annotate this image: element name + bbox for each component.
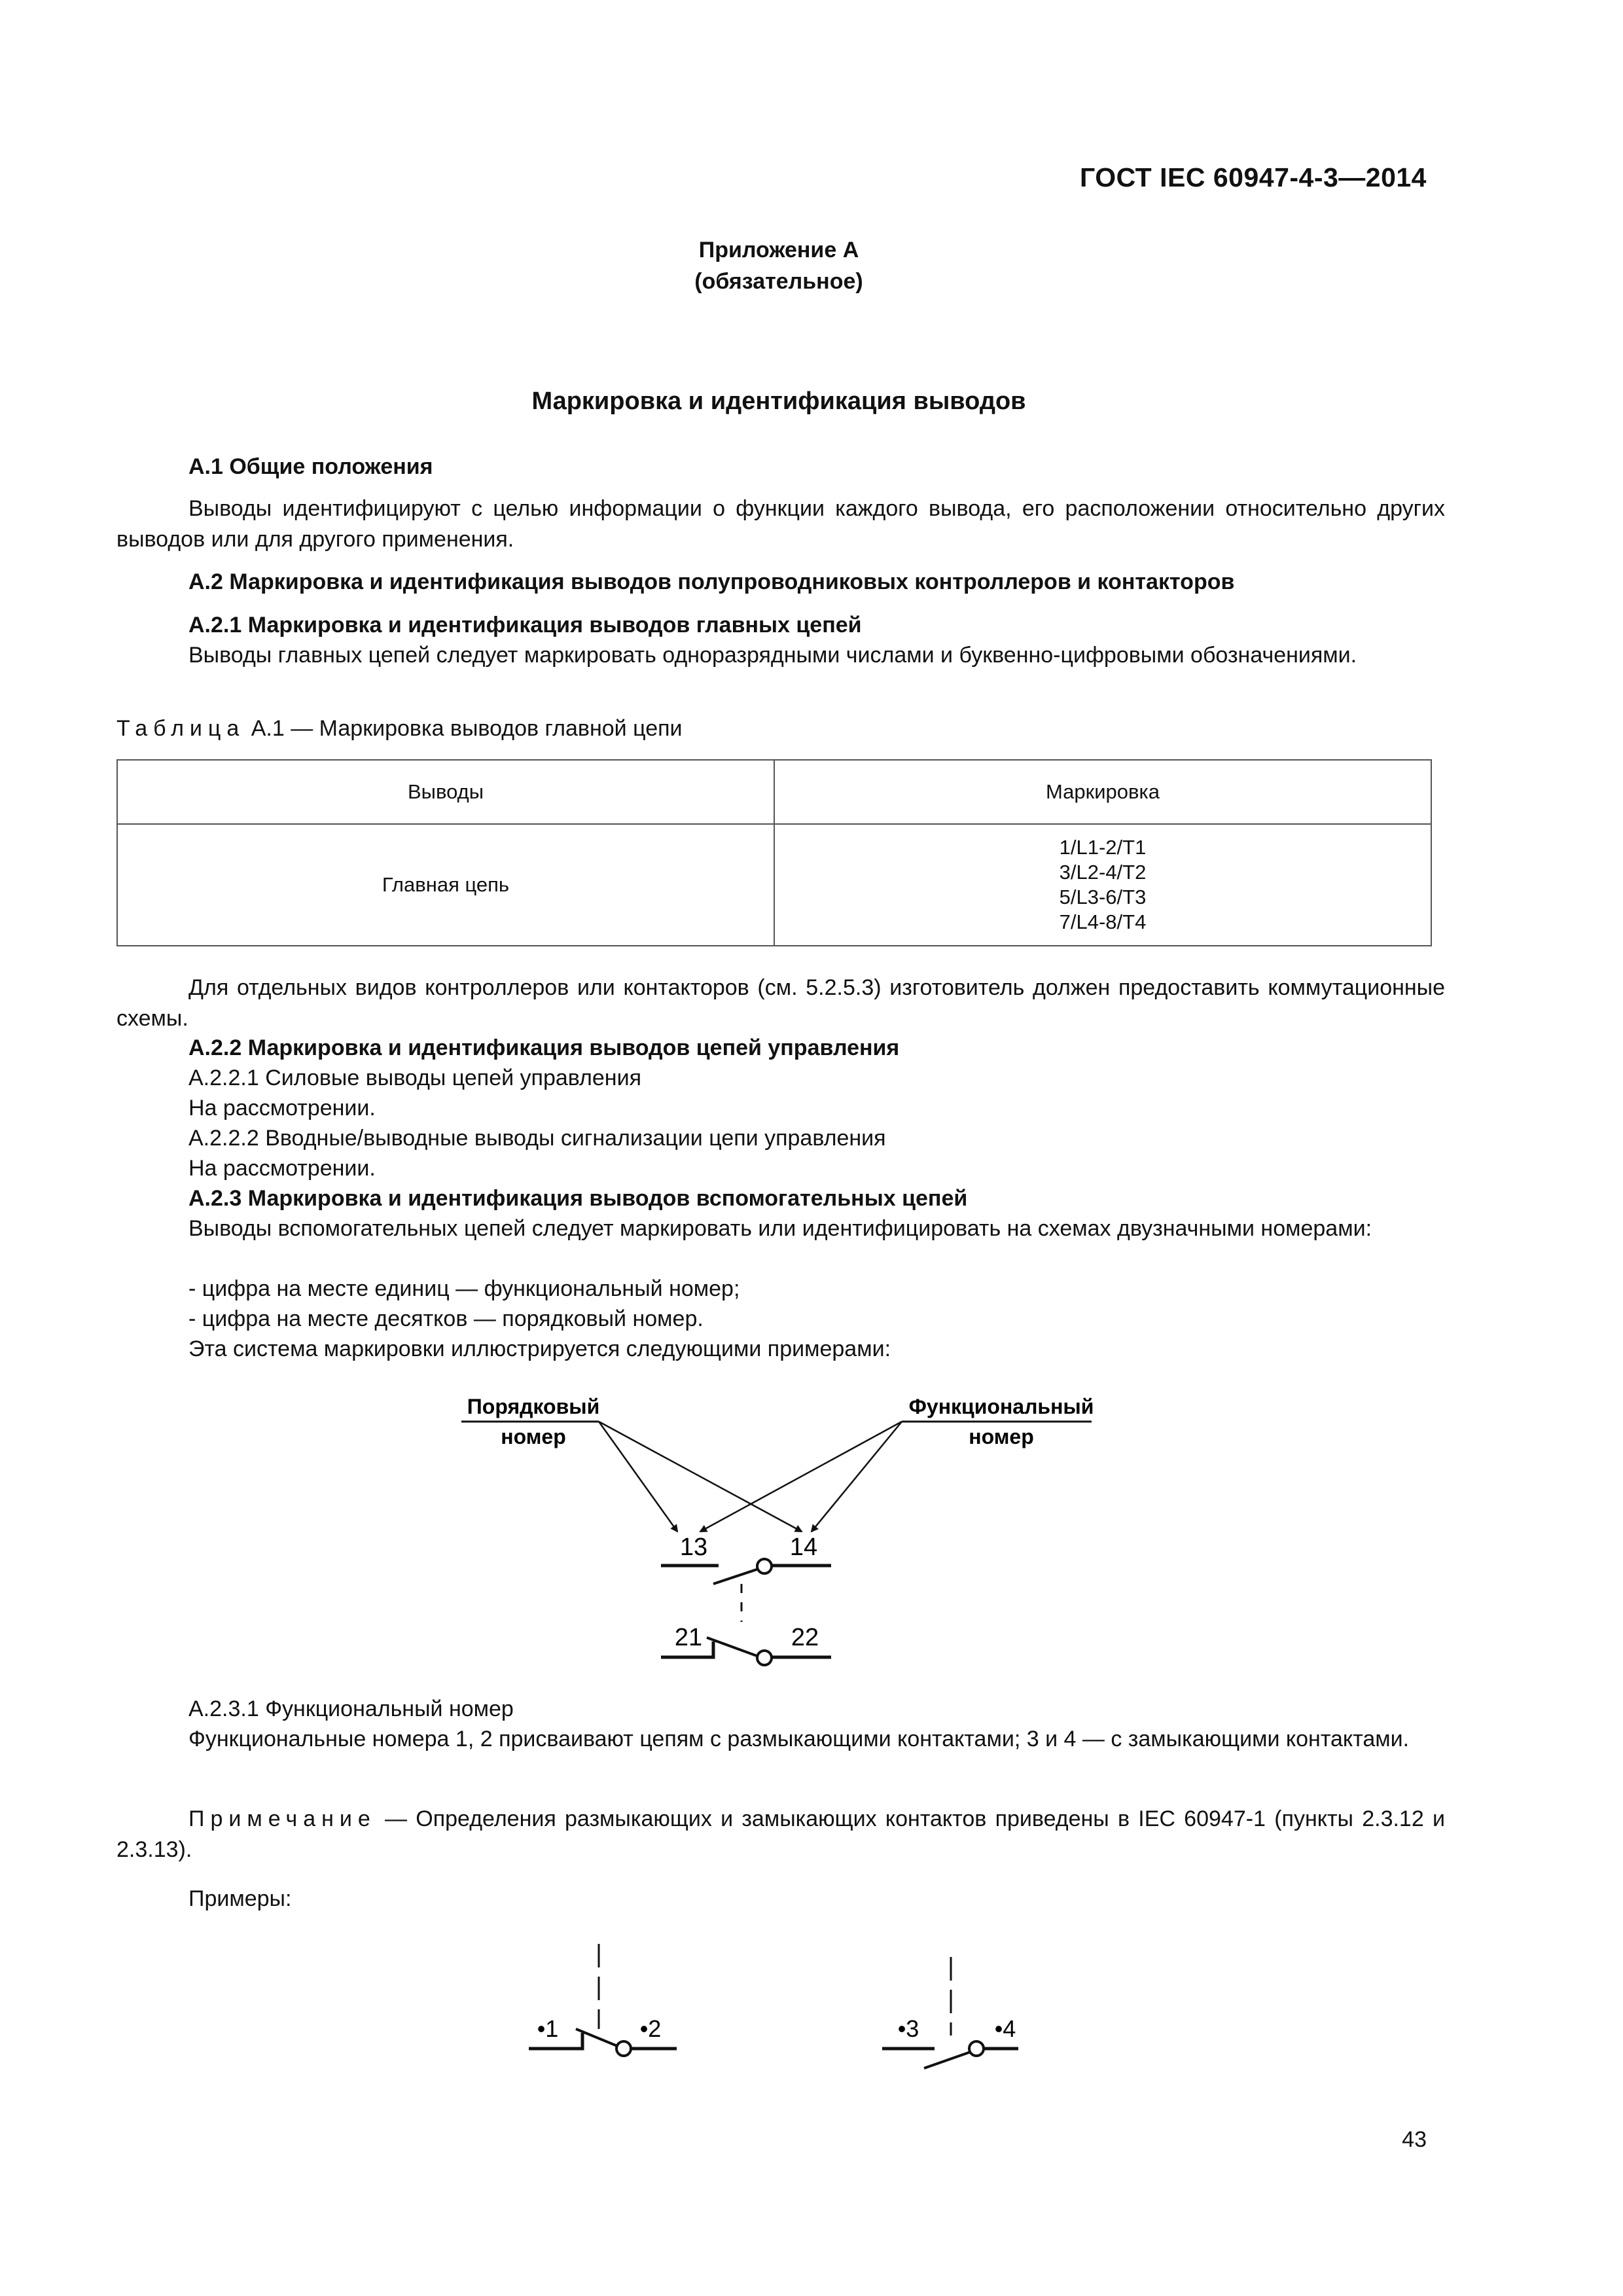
make-contact-blade <box>924 2051 972 2068</box>
note-text: — Определения размыкающих и замыкающих контактов приведены в IEC 60947-1 (пункты 2.3.12 и 2.3.13). <box>116 1806 1445 1862</box>
table-cell-main-circuit: Главная цепь <box>117 824 774 946</box>
label-functional-number: Функциональный <box>908 1395 1094 1418</box>
label-sequence-number: Порядковый <box>467 1395 600 1418</box>
a231-text: Функциональные номера 1, 2 присваивают цепям с размыкающими контактами; 3 и 4 — с замыкающими контактами. <box>188 1727 1410 1751</box>
example-terminal-3: •3 <box>897 2015 919 2042</box>
marking-line: 5/L3-6/T3 <box>1059 886 1147 908</box>
marking-line: 3/L2-4/T2 <box>1059 861 1147 884</box>
a1-text: Выводы идентифицируют с целью информации о функции каждого вывода, его расположении относительно других выводов или для другого применения. <box>116 496 1445 552</box>
note-prefix: Примечание <box>188 1806 376 1831</box>
document-header: ГОСТ IEC 60947-4-3—2014 <box>1080 162 1427 192</box>
marking-line: 1/L1-2/T1 <box>1059 836 1147 859</box>
a23-heading: А.2.3 Маркировка и идентификация выводов вспомогательных цепей <box>188 1186 968 1211</box>
a22-heading: А.2.2 Маркировка и идентификация выводов цепей управления <box>188 1035 900 1060</box>
section-title: Маркировка и идентификация выводов <box>531 387 1026 415</box>
contact-number-14: 14 <box>789 1534 818 1561</box>
a2-heading: А.2 Маркировка и идентификация выводов полупроводниковых контроллеров и контакторов <box>188 569 1235 594</box>
annex-title: Приложение А <box>698 238 859 262</box>
example-terminal-2: •2 <box>639 2015 662 2042</box>
a23-intro: Эта система маркировки иллюстрируется следующими примерами: <box>188 1336 891 1361</box>
a222-heading: А.2.2.2 Вводные/выводные выводы сигнализации цепи управления <box>188 1126 886 1151</box>
a231-heading: А.2.3.1 Функциональный номер <box>188 1696 514 1721</box>
label-number-left: номер <box>501 1425 566 1448</box>
contact-pivot <box>616 2041 631 2056</box>
a1-heading: А.1 Общие положения <box>188 454 433 479</box>
label-number-right: номер <box>969 1425 1034 1448</box>
a222-text: На рассмотрении. <box>188 1156 376 1181</box>
contact-number-22: 22 <box>791 1624 819 1651</box>
contact-pivot <box>969 2041 984 2056</box>
table-header-marking: Маркировка <box>774 760 1431 824</box>
a221-text: На рассмотрении. <box>188 1096 376 1121</box>
a221-heading: А.2.2.1 Силовые выводы цепей управления <box>188 1066 641 1090</box>
after-table-text: Для отдельных видов контроллеров или контакторов (см. 5.2.5.3) изготовитель должен предоставить коммутационные схемы. <box>116 975 1445 1031</box>
examples-label: Примеры: <box>188 1886 292 1911</box>
a21-heading: А.2.1 Маркировка и идентификация выводов главных цепей <box>188 613 862 637</box>
a21-text: Выводы главных цепей следует маркировать одноразрядными числами и буквенно-цифровыми обозначениями. <box>188 643 1357 668</box>
a23-text: Выводы вспомогательных цепей следует маркировать или идентифицировать на схемах двузначными номерами: <box>188 1216 1372 1241</box>
marking-line: 7/L4-8/T4 <box>1059 910 1147 933</box>
table-caption-prefix: Таблица <box>116 716 245 741</box>
example-terminal-4: •4 <box>994 2015 1016 2042</box>
contact-number-13: 13 <box>679 1534 708 1561</box>
a23-bullet: - цифра на месте единиц — функциональный номер; <box>188 1276 740 1301</box>
contact-number-21: 21 <box>674 1624 703 1651</box>
table-caption-rest: А.1 — Маркировка выводов главной цепи <box>245 716 683 741</box>
a23-bullet: - цифра на месте десятков — порядковый номер. <box>188 1306 704 1331</box>
page-number: 43 <box>1402 2127 1427 2152</box>
annex-status: (обязательное) <box>694 269 863 294</box>
example-terminal-1: •1 <box>537 2015 559 2042</box>
table-header-terminals: Выводы <box>117 760 774 824</box>
